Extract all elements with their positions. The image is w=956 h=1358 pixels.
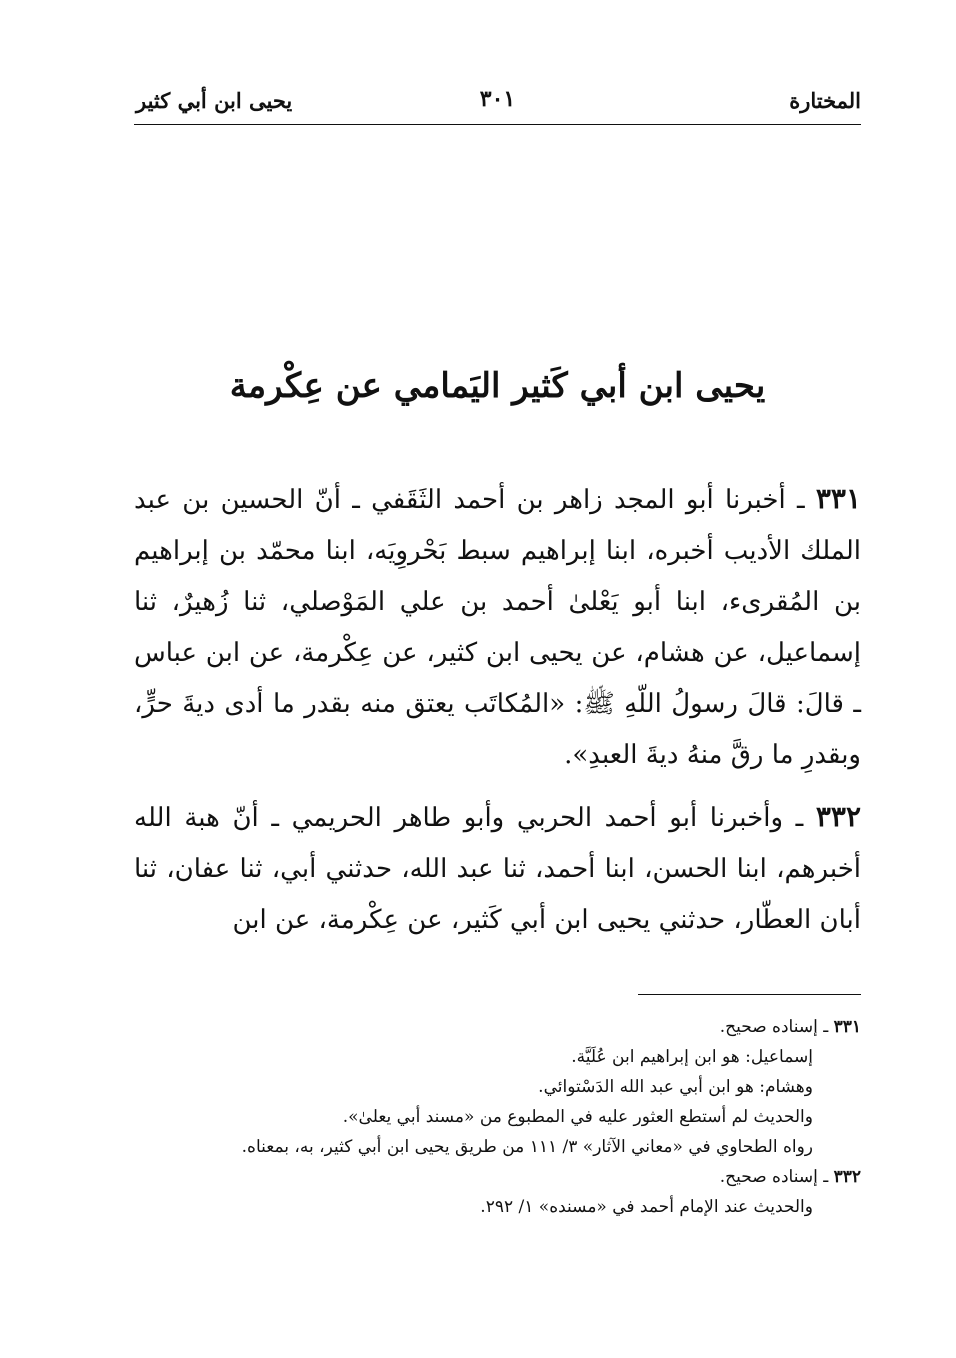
footnote-line: والحديث لم أستطع العثور عليه في المطبوع من «مسند أبي يعلىٰ».	[342, 1107, 813, 1127]
footnote-number: ٣٣١	[833, 1017, 861, 1037]
hadith-text: ـ وأخبرنا أبو أحمد الحربي وأبو طاهر الحريمي ـ أنّ هبة الله أخبرهم، ابنا الحسن، ابنا أحمد، ثنا عبد الله، حدثني أبي، ثنا عفان، ثنا أبان العطّار، حدثني يحيى ابن أبي كَثير، عن عِكْرمة، عن ابن	[134, 803, 861, 935]
hadith-number: ٣٣١	[815, 482, 861, 515]
hadith-text: ـ أخبرنا أبو المجد زاهر بن أحمد الثَقَفي ـ أنّ الحسين بن عبد الملك الأديب أخبره، ابنا إبراهيم سبط بَحْروِيَه، ابنا محمّد بن إبراهيم بن المُقرىء، ابنا أبو يَعْلىٰ أحمد بن علي المَوْصلي، ثنا زُهيرٌ، ثنا إسماعيل، عن هشام، عن يحيى ابن كثير، عن عِكْرمة، عن ابن عباس ـ قالَ: قالَ رسولُ اللّهِ ﷺ: «المُكاتَب يعتق منه بقدر ما أدى ديةَ حرٍّ، وبقدرِ ما رقَّ منهُ ديةَ العبدِ».	[134, 485, 861, 770]
chapter-title: يحيى ابن أبي كَثير اليَمامي عن عِكْرمة	[229, 366, 766, 406]
footnote-text: ـ إسناده صحيح.	[719, 1167, 834, 1187]
header-book-title: المختارة	[789, 88, 861, 113]
header-chapter-title: يحيى ابن أبي كثير	[136, 88, 293, 113]
header-rule	[134, 124, 861, 125]
hadith-paragraph	[134, 473, 861, 781]
footnote-line	[134, 1162, 861, 1192]
footnote-text: ـ إسناده صحيح.	[719, 1017, 834, 1037]
footnote-number: ٣٣٢	[833, 1167, 861, 1187]
page-number: ٣٠١	[479, 86, 516, 112]
running-header	[134, 82, 861, 122]
footnotes	[134, 1012, 861, 1222]
footnote-line: رواه الطحاوي في «معاني الآثار» ٣/ ١١١ من طريق يحيى ابن أبي كثير، به، بمعناه.	[241, 1137, 813, 1157]
footnote-line: إسماعيل: هو ابن إبراهيم ابن عُلَيَّة.	[571, 1047, 813, 1067]
footnote-separator	[638, 994, 861, 995]
footnote-line: والحديث عند الإمام أحمد في «مسنده» ١/ ٢٩٢.	[480, 1197, 813, 1217]
hadith-number: ٣٣٢	[815, 800, 861, 833]
body-text	[134, 473, 861, 946]
hadith-paragraph	[134, 791, 861, 946]
footnote-line: وهشام: هو ابن أبي عبد الله الدَسْتوائي.	[538, 1077, 813, 1097]
footnote-line	[134, 1012, 861, 1042]
